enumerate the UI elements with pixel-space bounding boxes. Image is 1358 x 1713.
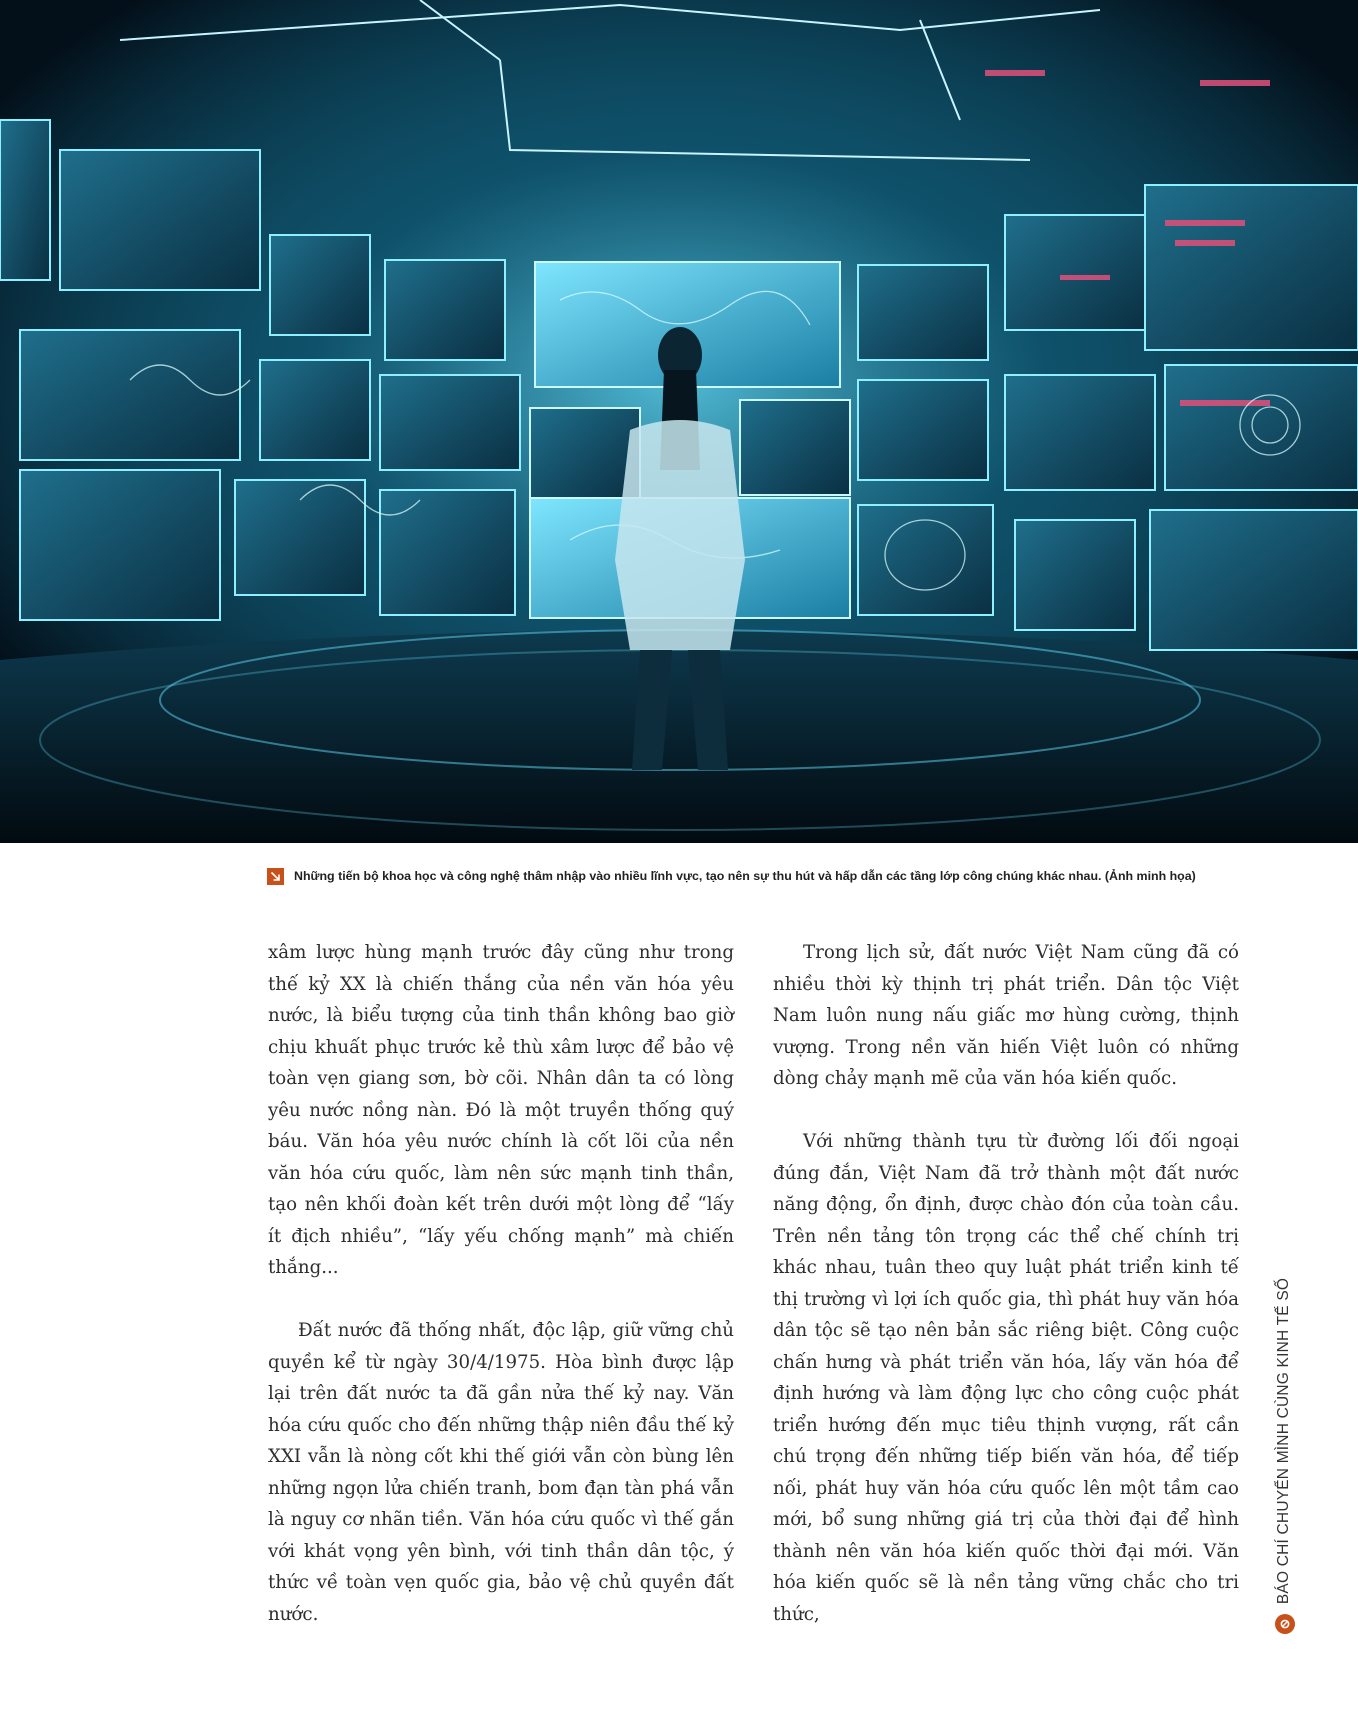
article-column-right <box>773 937 1239 1662</box>
paragraph: Đất nước đã thống nhất, độc lập, giữ vững chủ quyền kể từ ngày 30/4/1975. Hòa bình được lập lại trên đất nước ta đã gần nửa thế kỷ nay. Văn hóa cứu quốc cho đến những thập niên đầu thế kỷ XXI vẫn là nòng cốt khi thế giới vẫn còn bùng lên những ngọn lửa chiến tranh, bom đạn tàn phá vẫn là nguy cơ nhãn tiền. Văn hóa cứu quốc vì thế gắn với khát vọng yên bình, với tinh thần dân tộc, ý thức về toàn vẹn quốc gia, bảo vệ chủ quyền đất nước. <box>268 1320 734 1625</box>
hero-image <box>0 0 1358 843</box>
caption-text: Những tiến bộ khoa học và công nghệ thâm nhập vào nhiều lĩnh vực, tạo nên sự thu hút và hấp dẫn các tầng lớp công chúng khác nhau. (Ảnh minh họa) <box>294 869 1196 883</box>
arrow-down-right-icon <box>267 868 284 885</box>
paragraph: Trong lịch sử, đất nước Việt Nam cũng đã có nhiều thời kỳ thịnh trị phát triển. Dân tộc Việt Nam luôn nung nấu giấc mơ hùng cường, thịnh vượng. Trong nền văn hiến Việt luôn có những dòng chảy mạnh mẽ của văn hóa kiến quốc. <box>773 942 1239 1089</box>
magazine-logo-icon <box>1275 1614 1295 1634</box>
article-column-left <box>268 937 734 1662</box>
section-title: BÁO CHÍ CHUYỂN MÌNH CÙNG KINH TẾ SỐ <box>1275 1277 1292 1605</box>
paragraph: Với những thành tựu từ đường lối đối ngoại đúng đắn, Việt Nam đã trở thành một đất nước năng động, ổn định, được chào đón của toàn cầu. Trên nền tảng tôn trọng các thể chế chính trị khác nhau, tuân theo quy luật phát triển kinh tế thị trường vì lợi ích quốc gia, thì phát huy văn hóa dân tộc sẽ tạo nên bản sắc riêng biệt. Công cuộc chấn hưng và phát triển văn hóa, lấy văn hóa để định hướng và làm động lực cho công cuộc phát triển hướng đến mục tiêu thịnh vượng, rất cần chú trọng đến những tiếp biến văn hóa, để tiếp nối, phát huy văn hóa cứu quốc lên một tầm cao mới, bổ sung những giá trị của thời đại để hình thành nên văn hóa kiến quốc thời đại mới. Văn hóa kiến quốc sẽ là nền tảng vững chắc cho tri thức, <box>773 1131 1239 1625</box>
control-room-illustration <box>0 0 1358 843</box>
section-side-label <box>1268 1276 1300 1606</box>
paragraph: xâm lược hùng mạnh trước đây cũng như trong thế kỷ XX là chiến thắng của nền văn hóa yêu nước, là biểu tượng của tinh thần không bao giờ chịu khuất phục trước kẻ thù xâm lược để bảo vệ toàn vẹn giang sơn, bờ cõi. Nhân dân ta có lòng yêu nước nồng nàn. Đó là một truyền thống quý báu. Văn hóa yêu nước chính là cốt lõi của nền văn hóa cứu quốc, làm nên sức mạnh tinh thần, tạo nên khối đoàn kết trên dưới một lòng để “lấy ít địch nhiều”, “lấy yếu chống mạnh” mà chiến thắng... <box>268 942 734 1278</box>
image-caption <box>267 866 1196 886</box>
